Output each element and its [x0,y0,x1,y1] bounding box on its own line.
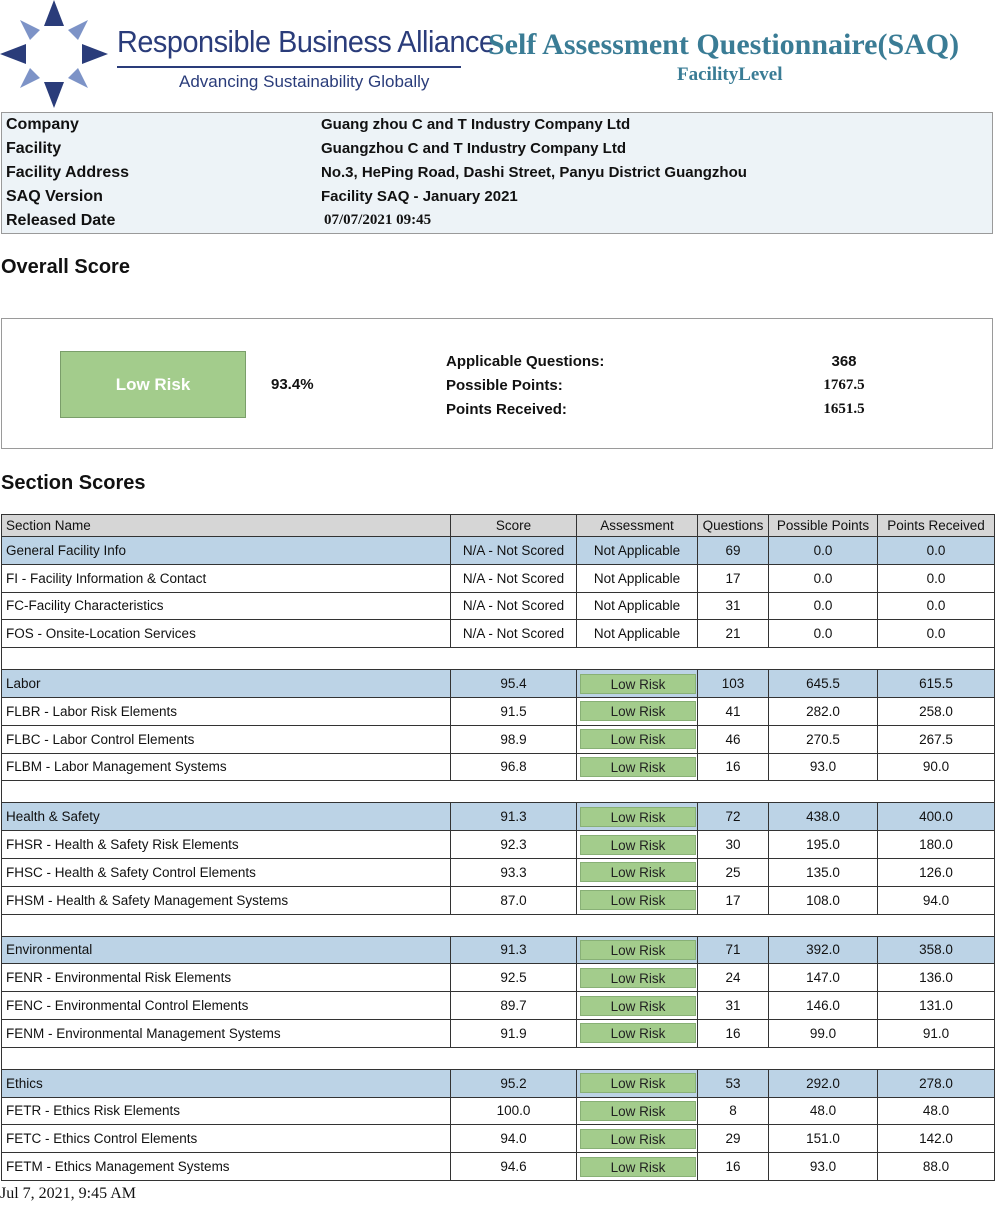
document-subtitle: FacilityLevel [677,64,783,85]
section-name-cell: FLBM - Labor Management Systems [2,753,451,781]
section-name-cell: FETC - Ethics Control Elements [2,1125,451,1153]
possible-points-cell: 645.5 [769,670,878,698]
overall-percent: 93.4% [271,376,314,393]
spacer-cell [2,914,995,936]
metric-label: Points Received: [446,401,567,418]
overall-score-heading: Overall Score [1,256,130,278]
possible-points-cell: 270.5 [769,725,878,753]
low-risk-badge: Low Risk [580,1023,696,1043]
low-risk-badge: Low Risk [580,757,696,777]
points-received-cell: 180.0 [878,831,995,859]
low-risk-badge: Low Risk [580,1157,696,1177]
section-name-cell: FC-Facility Characteristics [2,592,451,620]
points-received-cell: 131.0 [878,992,995,1020]
facility-info-box [1,112,993,234]
info-row-company [2,116,992,140]
info-value: No.3, HePing Road, Dashi Street, Panyu District Guangzhou [321,164,747,181]
compass-star-icon [0,0,108,108]
score-cell: 100.0 [451,1097,577,1125]
table-row [2,697,995,725]
section-name-cell: FLBR - Labor Risk Elements [2,697,451,725]
low-risk-badge: Low Risk [580,729,696,749]
org-tagline: Advancing Sustainability Globally [179,72,430,91]
assessment-cell [577,1019,698,1047]
section-name-cell: FLBC - Labor Control Elements [2,725,451,753]
points-received-cell: 278.0 [878,1069,995,1097]
low-risk-badge: Low Risk [580,862,696,882]
assessment-cell [577,936,698,964]
score-cell: 94.6 [451,1153,577,1181]
possible-points-cell: 282.0 [769,697,878,725]
possible-points-cell: 146.0 [769,992,878,1020]
info-label: Facility Address [6,164,130,181]
score-cell: 89.7 [451,992,577,1020]
questions-cell: 46 [698,725,769,753]
low-risk-badge: Low Risk [580,968,696,988]
section-name-cell: Labor [2,670,451,698]
questions-cell: 17 [698,886,769,914]
questions-cell: 53 [698,1069,769,1097]
section-name-cell: FI - Facility Information & Contact [2,564,451,592]
score-cell: 91.3 [451,803,577,831]
column-header: Points Received [878,515,995,537]
metric-label: Applicable Questions: [446,353,605,370]
table-row [2,992,995,1020]
info-label: Released Date [6,212,116,229]
section-group-row [2,537,995,565]
score-cell: 92.3 [451,831,577,859]
table-row [2,620,995,648]
score-cell: 95.2 [451,1069,577,1097]
info-label: SAQ Version [6,188,103,205]
possible-points-cell: 438.0 [769,803,878,831]
table-header-row [2,515,995,537]
metric-value: 1767.5 [823,377,865,393]
info-row-saq-version [2,188,992,212]
info-value: Facility SAQ - January 2021 [321,188,518,205]
section-name-cell: FETM - Ethics Management Systems [2,1153,451,1181]
assessment-cell [577,1125,698,1153]
section-group-row [2,1069,995,1097]
score-cell: 87.0 [451,886,577,914]
assessment-cell: Not Applicable [577,564,698,592]
section-name-cell: FOS - Onsite-Location Services [2,620,451,648]
points-received-cell: 48.0 [878,1097,995,1125]
info-row-released-date [2,212,992,236]
assessment-cell [577,964,698,992]
section-name-cell: FENC - Environmental Control Elements [2,992,451,1020]
points-received-cell: 0.0 [878,620,995,648]
low-risk-badge: Low Risk [580,1073,696,1093]
score-cell: N/A - Not Scored [451,620,577,648]
spacer-cell [2,1047,995,1069]
possible-points-cell: 0.0 [769,620,878,648]
table-row [2,1019,995,1047]
spacer-cell [2,648,995,670]
score-cell: 98.9 [451,725,577,753]
points-received-cell: 94.0 [878,886,995,914]
points-received-cell: 88.0 [878,1153,995,1181]
low-risk-badge: Low Risk [580,940,696,960]
questions-cell: 17 [698,564,769,592]
possible-points-cell: 48.0 [769,1097,878,1125]
questions-cell: 8 [698,1097,769,1125]
points-received-cell: 142.0 [878,1125,995,1153]
section-name-cell: FETR - Ethics Risk Elements [2,1097,451,1125]
column-header: Score [451,515,577,537]
section-name-cell: General Facility Info [2,537,451,565]
possible-points-cell: 195.0 [769,831,878,859]
low-risk-badge: Low Risk [580,1129,696,1149]
assessment-cell [577,858,698,886]
possible-points-cell: 0.0 [769,564,878,592]
possible-points-cell: 147.0 [769,964,878,992]
points-received-cell: 0.0 [878,564,995,592]
score-cell: 92.5 [451,964,577,992]
low-risk-badge: Low Risk [580,1101,696,1121]
overall-score-box [1,318,993,449]
org-divider [117,66,461,68]
assessment-cell: Not Applicable [577,592,698,620]
possible-points-cell: 292.0 [769,1069,878,1097]
assessment-cell [577,670,698,698]
table-row [2,886,995,914]
questions-cell: 16 [698,753,769,781]
info-value: 07/07/2021 09:45 [324,212,432,228]
info-row-facility [2,140,992,164]
score-cell: 91.9 [451,1019,577,1047]
assessment-cell [577,992,698,1020]
score-cell: 91.5 [451,697,577,725]
section-group-row [2,670,995,698]
section-name-cell: FHSM - Health & Safety Management Systems [2,886,451,914]
document-title: Self Assessment Questionnaire(SAQ) [488,28,960,61]
section-group-row [2,936,995,964]
table-spacer-row [2,648,995,670]
points-received-cell: 0.0 [878,537,995,565]
table-row [2,725,995,753]
section-scores-table [1,514,995,1181]
section-name-cell: FHSC - Health & Safety Control Elements [2,858,451,886]
column-header: Questions [698,515,769,537]
questions-cell: 41 [698,697,769,725]
questions-cell: 69 [698,537,769,565]
points-received-cell: 400.0 [878,803,995,831]
assessment-cell: Not Applicable [577,537,698,565]
questions-cell: 30 [698,831,769,859]
questions-cell: 21 [698,620,769,648]
org-name: Responsible Business Alliance [117,24,495,59]
info-label: Company [6,116,79,133]
info-value: Guangzhou C and T Industry Company Ltd [321,140,626,157]
points-received-cell: 91.0 [878,1019,995,1047]
section-name-cell: FENM - Environmental Management Systems [2,1019,451,1047]
section-scores-heading: Section Scores [1,472,146,494]
section-name-cell: Ethics [2,1069,451,1097]
score-cell: N/A - Not Scored [451,564,577,592]
assessment-cell [577,725,698,753]
assessment-cell [577,1153,698,1181]
questions-cell: 31 [698,592,769,620]
score-cell: 95.4 [451,670,577,698]
possible-points-cell: 93.0 [769,1153,878,1181]
points-received-cell: 615.5 [878,670,995,698]
points-received-cell: 90.0 [878,753,995,781]
possible-points-cell: 99.0 [769,1019,878,1047]
points-received-cell: 126.0 [878,858,995,886]
table-row [2,831,995,859]
table-row [2,964,995,992]
table-row [2,1125,995,1153]
assessment-cell [577,1097,698,1125]
table-row [2,753,995,781]
questions-cell: 31 [698,992,769,1020]
table-spacer-row [2,914,995,936]
questions-cell: 25 [698,858,769,886]
points-received-cell: 358.0 [878,936,995,964]
score-cell: 91.3 [451,936,577,964]
points-received-cell: 267.5 [878,725,995,753]
info-label: Facility [6,140,62,157]
questions-cell: 29 [698,1125,769,1153]
score-cell: 93.3 [451,858,577,886]
spacer-cell [2,781,995,803]
metric-label: Possible Points: [446,377,563,394]
possible-points-cell: 0.0 [769,537,878,565]
possible-points-cell: 135.0 [769,858,878,886]
possible-points-cell: 151.0 [769,1125,878,1153]
possible-points-cell: 93.0 [769,753,878,781]
section-name-cell: FENR - Environmental Risk Elements [2,964,451,992]
low-risk-badge: Low Risk [580,835,696,855]
info-row-address [2,164,992,188]
low-risk-badge: Low Risk [580,674,696,694]
assessment-cell: Not Applicable [577,620,698,648]
possible-points-cell: 392.0 [769,936,878,964]
points-received-cell: 0.0 [878,592,995,620]
possible-points-cell: 108.0 [769,886,878,914]
section-name-cell: FHSR - Health & Safety Risk Elements [2,831,451,859]
score-cell: N/A - Not Scored [451,592,577,620]
questions-cell: 16 [698,1019,769,1047]
score-cell: 96.8 [451,753,577,781]
low-risk-badge: Low Risk [580,890,696,910]
section-group-row [2,803,995,831]
score-cell: 94.0 [451,1125,577,1153]
assessment-cell [577,803,698,831]
column-header: Assessment [577,515,698,537]
low-risk-badge: Low Risk [580,996,696,1016]
questions-cell: 24 [698,964,769,992]
column-header: Section Name [2,515,451,537]
section-name-cell: Health & Safety [2,803,451,831]
table-row [2,858,995,886]
table-row [2,1097,995,1125]
low-risk-badge: Low Risk [580,701,696,721]
points-received-cell: 258.0 [878,697,995,725]
questions-cell: 72 [698,803,769,831]
assessment-cell [577,697,698,725]
assessment-cell [577,753,698,781]
metric-value: 1651.5 [823,401,865,417]
print-timestamp: Jul 7, 2021, 9:45 AM [0,1185,137,1202]
low-risk-badge: Low Risk [580,807,696,827]
questions-cell: 71 [698,936,769,964]
info-value: Guang zhou C and T Industry Company Ltd [321,116,631,133]
risk-badge: Low Risk [60,351,246,418]
table-spacer-row [2,781,995,803]
table-row [2,592,995,620]
section-name-cell: Environmental [2,936,451,964]
metric-value: 368 [831,353,857,370]
assessment-cell [577,831,698,859]
table-row [2,1153,995,1181]
score-cell: N/A - Not Scored [451,537,577,565]
possible-points-cell: 0.0 [769,592,878,620]
assessment-cell [577,1069,698,1097]
table-row [2,564,995,592]
points-received-cell: 136.0 [878,964,995,992]
table-spacer-row [2,1047,995,1069]
questions-cell: 16 [698,1153,769,1181]
column-header: Possible Points [769,515,878,537]
assessment-cell [577,886,698,914]
questions-cell: 103 [698,670,769,698]
